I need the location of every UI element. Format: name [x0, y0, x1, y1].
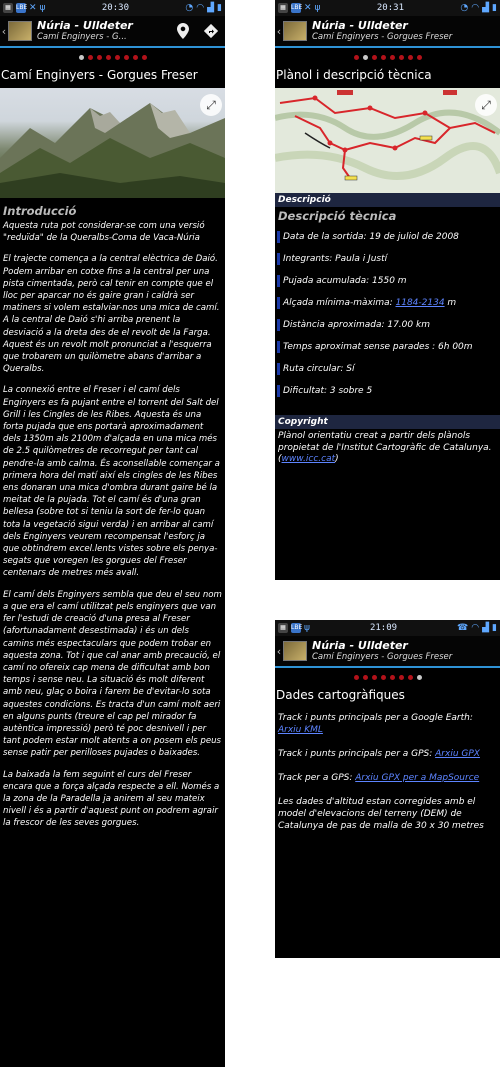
- missed-call-icon: ✕: [29, 3, 37, 13]
- page-indicator: [275, 48, 500, 66]
- page-indicator: [275, 668, 500, 686]
- app-logo[interactable]: [283, 641, 307, 661]
- app-logo[interactable]: [8, 21, 32, 41]
- intro-paragraph: La connexió entre el Freser i el camí dels Enginyers es fa pujant entre el torrent del Salt del Grill i les Cingles de les Ribes. Aquesta és una forta pujada que ens portarà aproximadament dels 1350m als 2100m d'alçada en una mica més de 2.5 quilòmetres de recorregut per tant cal pendre-la amb calma. És aconsellable començar a primera hora del matí així els cingles de les Ribes ens donaran una mica d'ombra durant gaire bé la meitat de la pujada. Tot el camí és d'una gran bellesa (sobre tot si teniu la sort de fer-lo quan tota la vegetació sigui verda) i en arribar al camí dels Enginyers veurem recompensat l'esforç ja que obtindrem excel.lents vistes sobre els penya-segats que voregen les gorgues del Freser centenars de metres més avall.: [3, 385, 220, 579]
- info-row-altitude: Alçada mínima-màxima: 1184-2134 m: [277, 297, 500, 309]
- intro-paragraph: El trajecte comença a la central elèctrica de Daió. Podem arribar en cotxe fins a la central per una pista cimentada, però cal tenir en compte que el lloc per aparcar no és gaire gran i caldrà ser matiners si volem estalviar-nos una mica de camí. A la central de Daió s'hi arriba prenent la desviació a la dreta des de el revolt de la Farga. Aquest és un revolt molt pronunciat a l'esquerra que trobarem un quilòmetre abans d'arribar a Queralbs.: [3, 254, 220, 375]
- page-dot[interactable]: [399, 675, 404, 680]
- action-bar: [0, 16, 225, 48]
- page-dot[interactable]: [354, 675, 359, 680]
- status-time: 21:09: [369, 623, 398, 633]
- page-dot[interactable]: [381, 675, 386, 680]
- page-dot[interactable]: [133, 55, 138, 60]
- info-row-members: Integrants: Paula i Justí: [277, 253, 500, 265]
- location-pin-icon[interactable]: [169, 16, 197, 46]
- icc-link[interactable]: www.icc.cat: [281, 454, 336, 464]
- screen-cartographic-data: [275, 620, 500, 958]
- page-title: Camí Enginyers - Gorgues Freser: [1, 68, 198, 82]
- app-logo[interactable]: [283, 21, 307, 41]
- kml-link[interactable]: Arxiu KML: [278, 725, 323, 735]
- status-bar: [275, 0, 500, 16]
- gpx-link[interactable]: Arxiu GPX: [435, 749, 480, 759]
- info-row-ascent: Pujada acumulada: 1550 m: [277, 275, 500, 287]
- gpx-item: Track i punts principals per a GPS: Arxiu GPX: [278, 749, 480, 759]
- page-dot[interactable]: [97, 55, 102, 60]
- description-title: Descripció tècnica: [278, 209, 397, 223]
- page-dot[interactable]: [417, 675, 422, 680]
- battery-icon: ▮: [217, 3, 222, 13]
- signal-icon: ▟: [482, 623, 490, 633]
- page-dot[interactable]: [372, 675, 377, 680]
- lbe-icon: LBE: [291, 4, 303, 11]
- page-dot[interactable]: [363, 55, 368, 60]
- page-dot[interactable]: [124, 55, 129, 60]
- action-bar: [275, 636, 500, 668]
- app-title: Núria - Ulldeter: [312, 639, 408, 652]
- intro-paragraph: Aquesta ruta pot considerar-se com una versió "reduïda" de la Queralbs-Coma de Vaca-Núria: [3, 221, 205, 244]
- page-title: Dades cartogràfiques: [276, 688, 405, 702]
- route-map-drawing: [275, 88, 500, 193]
- notification-icon: ▦: [278, 3, 288, 13]
- intro-text: [0, 220, 225, 830]
- app-subtitle: Camí Enginyers - Gorgues Freser: [312, 652, 453, 662]
- usb-icon: ψ: [304, 623, 310, 633]
- back-icon[interactable]: ‹: [276, 24, 282, 38]
- missed-call-icon: ✕: [304, 3, 312, 13]
- page-dot[interactable]: [390, 55, 395, 60]
- directions-icon[interactable]: [197, 16, 225, 46]
- mapsource-link[interactable]: Arxiu GPX per a MapSource: [355, 773, 480, 783]
- page-dot[interactable]: [399, 55, 404, 60]
- app-subtitle: Camí Enginyers - G...: [37, 32, 127, 42]
- page-dot[interactable]: [417, 55, 422, 60]
- signal-icon: ▟: [482, 3, 490, 13]
- mapsource-item: Track per a GPS: Arxiu GPX per a MapSource: [278, 773, 480, 783]
- page-dot[interactable]: [390, 675, 395, 680]
- status-time: 20:30: [101, 3, 129, 13]
- copyright-band: Copyright: [275, 415, 500, 429]
- info-row-time: Temps aproximat sense parades : 6h 00m: [277, 341, 500, 353]
- page-dot[interactable]: [115, 55, 120, 60]
- page-dot[interactable]: [408, 55, 413, 60]
- info-row-difficulty: Dificultat: 3 sobre 5: [277, 385, 500, 397]
- info-row-distance: Distància aproximada: 17.00 km: [277, 319, 500, 331]
- route-map[interactable]: [275, 88, 500, 193]
- route-photo[interactable]: [0, 88, 225, 198]
- back-icon[interactable]: ‹: [276, 644, 282, 658]
- status-bar: [0, 0, 225, 16]
- screen-map-technical: [275, 0, 500, 580]
- page-indicator: [0, 48, 225, 66]
- lbe-icon: LBE: [16, 4, 28, 11]
- page-dot[interactable]: [408, 675, 413, 680]
- mountain-illustration: [0, 88, 225, 198]
- notification-icon: ▦: [278, 623, 288, 633]
- expand-icon[interactable]: ⤢: [475, 94, 497, 116]
- action-bar: [275, 16, 500, 48]
- usb-icon: ψ: [39, 3, 46, 13]
- page-dot[interactable]: [363, 675, 368, 680]
- page-dot[interactable]: [354, 55, 359, 60]
- page-dot[interactable]: [79, 55, 84, 60]
- wifi-icon: ◠: [471, 3, 480, 13]
- screen-route-intro: [0, 0, 225, 1067]
- usb-icon: ψ: [314, 3, 321, 13]
- battery-icon: ▮: [492, 3, 497, 13]
- page-dot[interactable]: [88, 55, 93, 60]
- sync-icon: ◔: [460, 3, 469, 13]
- phone-icon: ☎: [457, 623, 469, 633]
- altitude-note: Les dades d'altitud estan corregides amb el model d'elevacions del terreny (DEM) de Catalunya de pas de malla de 30 x 30 metres: [278, 797, 484, 831]
- back-icon[interactable]: ‹: [1, 24, 7, 38]
- wifi-icon: ◠: [471, 623, 480, 633]
- app-title: Núria - Ulldeter: [37, 19, 133, 32]
- signal-icon: ▟: [207, 3, 215, 13]
- page-title: Plànol i descripció tècnica: [276, 68, 432, 82]
- app-title: Núria - Ulldeter: [312, 19, 408, 32]
- page-dot[interactable]: [372, 55, 377, 60]
- status-bar: [275, 620, 500, 636]
- page-dot[interactable]: [106, 55, 111, 60]
- sync-icon: ◔: [185, 3, 194, 13]
- altitude-link[interactable]: 1184-2134: [395, 298, 445, 308]
- kml-item: Track i punts principals per a Google Earth: Arxiu KML: [278, 713, 473, 735]
- wifi-icon: ◠: [196, 3, 205, 13]
- copyright-text: Plànol orientatiu creat a partir dels plànols propietat de l'Institut Cartogràfic de Catalunya. (www.icc.cat): [278, 431, 492, 464]
- status-time: 20:31: [376, 3, 404, 13]
- expand-icon[interactable]: ⤢: [200, 94, 222, 116]
- app-subtitle: Camí Enginyers - Gorgues Freser: [312, 32, 453, 42]
- section-title: Introducció: [3, 204, 77, 218]
- page-dot[interactable]: [381, 55, 386, 60]
- info-row-circular: Ruta circular: Sí: [277, 363, 500, 375]
- page-dot[interactable]: [142, 55, 147, 60]
- notification-icon: ▦: [3, 3, 13, 13]
- info-row-date: Data de la sortida: 19 de juliol de 2008: [277, 231, 500, 243]
- battery-icon: ▮: [492, 623, 497, 633]
- intro-paragraph: La baixada la fem seguint el curs del Freser encara que a força alçada respecte a ell. Només a la zona de la Paradella ja anirem al seu mateix nivell i és a partir d'aquest punt on podrem agrair la frescor de les seves gorgues.: [3, 769, 220, 829]
- lbe-icon: LBE: [291, 624, 303, 631]
- description-band: Descripció: [275, 193, 500, 207]
- intro-paragraph: El camí dels Enginyers sembla que deu el seu nom a que era el camí utilitzat pels enginyers que van fer l'estudi de creació d'una presa al Freser (afortunadament desestimada) i és un dels camins més espectaculars que podem trobar en aquesta zona. Tot i que cal anar amb precaució, el camí no ofereix cap mena de dificultat amb bon temps i sense neu. La situació és molt diferent amb neu, glaç o boira i farem be d'evitar-lo sota aquestes condicions. Es tracta d'un camí molt aeri en alguns punts (treure el cap pel mirador fa autèntica impressió) però té poc desnivell i per tant podem estar molt atents a on posem els peus sense patir per perilloses pujades o baixades.: [3, 589, 222, 759]
